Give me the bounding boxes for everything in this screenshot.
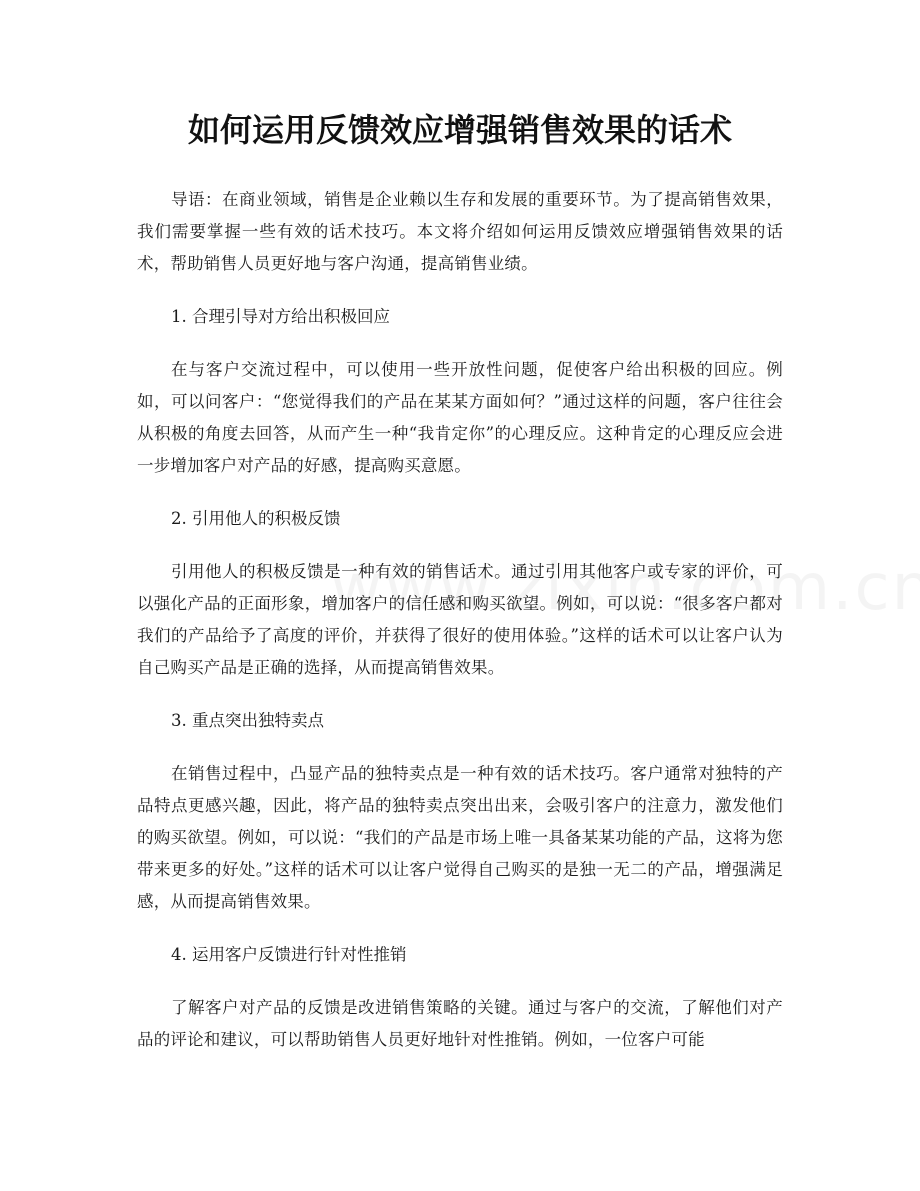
section-body-1: 在与客户交流过程中，可以使用一些开放性问题，促使客户给出积极的回应。例如，可以问客户：“您觉得我们的产品在某某方面如何？”通过这样的问题，客户往往会从积极的角度去回答，从而产生一种“我肯定你”的心理反应。这种肯定的心理反应会进一步增加客户对产品的好感，提高购买意愿。 <box>137 360 783 475</box>
section-body-2: 引用他人的积极反馈是一种有效的销售话术。通过引用其他客户或专家的评价，可以强化产品的正面形象，增加客户的信任感和购买欲望。例如，可以说：“很多客户都对我们的产品给予了高度的评价，并获得了很好的使用体验。”这样的话术可以让客户认为自己购买产品是正确的选择，从而提高销售效果。 <box>137 562 783 677</box>
section-heading-3: 3. 重点突出独特卖点 <box>171 711 324 730</box>
section-heading-1: 1. 合理引导对方给出积极回应 <box>171 307 390 326</box>
document-body <box>137 184 783 1077</box>
section-heading-4: 4. 运用客户反馈进行针对性推销 <box>171 945 407 964</box>
section-heading-2: 2. 引用他人的积极反馈 <box>171 509 341 528</box>
section-body-4: 了解客户对产品的反馈是改进销售策略的关键。通过与客户的交流，了解他们对产品的评论和建议，可以帮助销售人员更好地针对性推销。例如，一位客户可能 <box>137 998 783 1049</box>
document-title: 如何运用反馈效应增强销售效果的话术 <box>187 111 732 149</box>
intro-paragraph: 导语：在商业领域，销售是企业赖以生存和发展的重要环节。为了提高销售效果，我们需要掌握一些有效的话术技巧。本文将介绍如何运用反馈效应增强销售效果的话术，帮助销售人员更好地与客户沟通，提高销售业绩。 <box>137 190 783 273</box>
section-body-3: 在销售过程中，凸显产品的独特卖点是一种有效的话术技巧。客户通常对独特的产品特点更感兴趣，因此，将产品的独特卖点突出出来，会吸引客户的注意力，激发他们的购买欲望。例如，可以说：“我们的产品是市场上唯一具备某某功能的产品，这将为您带来更多的好处。”这样的话术可以让客户觉得自己购买的是独一无二的产品，增强满足感，从而提高销售效果。 <box>137 764 783 911</box>
